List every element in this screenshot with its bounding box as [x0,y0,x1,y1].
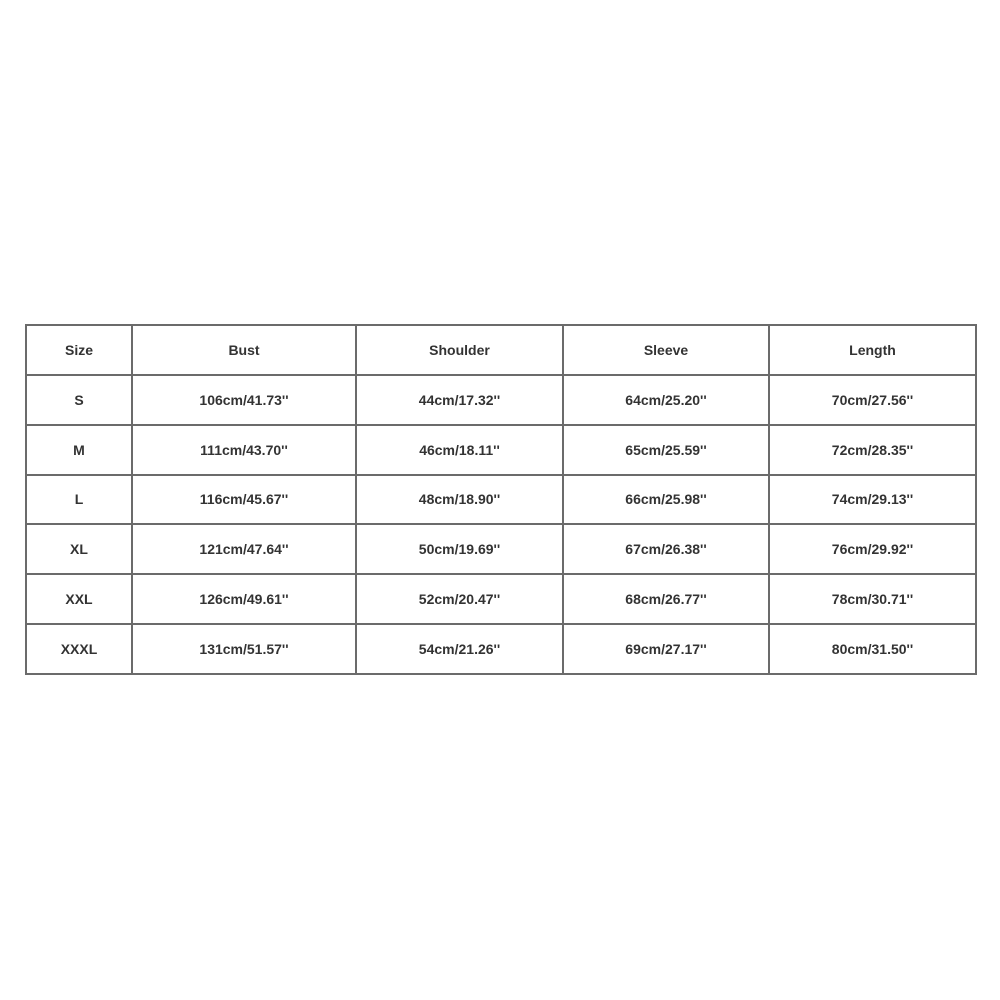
table-row [26,375,976,425]
cell-size: L [26,475,132,525]
header-length: Length [769,325,976,375]
cell-sleeve: 66cm/25.98'' [563,475,769,525]
cell-sleeve: 68cm/26.77'' [563,574,769,624]
cell-shoulder: 50cm/19.69'' [356,524,563,574]
header-sleeve: Sleeve [563,325,769,375]
cell-sleeve: 65cm/25.59'' [563,425,769,475]
cell-length: 78cm/30.71'' [769,574,976,624]
cell-size: XXXL [26,624,132,674]
cell-shoulder: 48cm/18.90'' [356,475,563,525]
cell-shoulder: 54cm/21.26'' [356,624,563,674]
cell-sleeve: 64cm/25.20'' [563,375,769,425]
cell-size: S [26,375,132,425]
header-size: Size [26,325,132,375]
cell-bust: 111cm/43.70'' [132,425,356,475]
cell-length: 74cm/29.13'' [769,475,976,525]
header-shoulder: Shoulder [356,325,563,375]
cell-bust: 106cm/41.73'' [132,375,356,425]
cell-shoulder: 46cm/18.11'' [356,425,563,475]
header-row [26,325,976,375]
cell-length: 76cm/29.92'' [769,524,976,574]
cell-length: 80cm/31.50'' [769,624,976,674]
table-row [26,574,976,624]
cell-bust: 126cm/49.61'' [132,574,356,624]
table-row [26,425,976,475]
cell-bust: 131cm/51.57'' [132,624,356,674]
cell-length: 72cm/28.35'' [769,425,976,475]
table-row [26,624,976,674]
cell-length: 70cm/27.56'' [769,375,976,425]
size-chart-table [25,324,977,675]
cell-size: XXL [26,574,132,624]
cell-sleeve: 69cm/27.17'' [563,624,769,674]
cell-bust: 116cm/45.67'' [132,475,356,525]
table-row [26,524,976,574]
cell-shoulder: 44cm/17.32'' [356,375,563,425]
cell-size: M [26,425,132,475]
cell-sleeve: 67cm/26.38'' [563,524,769,574]
table-row [26,475,976,525]
cell-size: XL [26,524,132,574]
header-bust: Bust [132,325,356,375]
cell-shoulder: 52cm/20.47'' [356,574,563,624]
cell-bust: 121cm/47.64'' [132,524,356,574]
